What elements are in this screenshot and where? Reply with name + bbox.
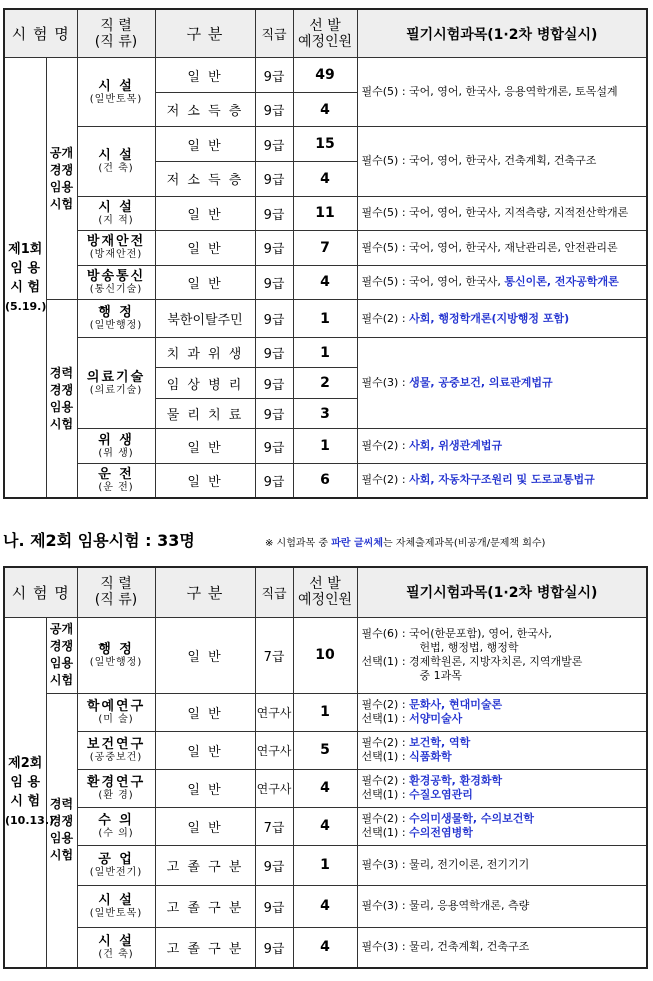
col-exam-name: 시 험 명 bbox=[4, 567, 77, 617]
series-cell: 시 설 (건 축) bbox=[77, 927, 155, 968]
subjects-cell: 필수(2) : 문화사, 현대미술론 선택(1) : 서양미술사 bbox=[357, 693, 647, 731]
exam-type-open: 공개 경쟁 임용 시험 bbox=[46, 617, 77, 693]
subjects-cell: 필수(5) : 국어, 영어, 한국사, 재난관리론, 안전관리론 bbox=[357, 231, 647, 266]
series-cell: 의료기술 (의료기술) bbox=[77, 337, 155, 428]
subjects-cell: 필수(2) : 사회, 위생관계법규 bbox=[357, 429, 647, 464]
table-row bbox=[4, 231, 647, 266]
count-cell: 5 bbox=[293, 731, 357, 769]
subjects-cell: 필수(5) : 국어, 영어, 한국사, 지적측량, 지적전산학개론 bbox=[357, 196, 647, 231]
exam-table-2 bbox=[3, 566, 648, 969]
gubun-cell: 고 졸 구 분 bbox=[155, 845, 255, 885]
count-cell: 1 bbox=[293, 337, 357, 367]
table-row bbox=[4, 845, 647, 885]
count-cell: 4 bbox=[293, 885, 357, 927]
table-header-row bbox=[4, 9, 647, 58]
gubun-cell: 일 반 bbox=[155, 807, 255, 845]
grade-cell: 9급 bbox=[255, 429, 293, 464]
table-row bbox=[4, 927, 647, 968]
table-row bbox=[4, 617, 647, 693]
subjects-cell: 필수(2) : 사회, 자동차구조원리 및 도로교통법규 bbox=[357, 463, 647, 498]
grade-cell: 9급 bbox=[255, 463, 293, 498]
series-cell: 운 전 (운 전) bbox=[77, 463, 155, 498]
exam-round-cell: 제1회 임 용 시 험 (5.19.) bbox=[4, 58, 46, 498]
count-cell: 4 bbox=[293, 927, 357, 968]
col-grade: 직급 bbox=[255, 9, 293, 58]
grade-cell: 9급 bbox=[255, 398, 293, 428]
count-cell: 15 bbox=[293, 127, 357, 162]
gubun-cell: 고 졸 구 분 bbox=[155, 927, 255, 968]
grade-cell: 9급 bbox=[255, 845, 293, 885]
col-grade: 직급 bbox=[255, 567, 293, 617]
table-row bbox=[4, 265, 647, 300]
series-cell: 방재안전 (방재안전) bbox=[77, 231, 155, 266]
exam-type-career: 경력 경쟁 임용 시험 bbox=[46, 300, 77, 498]
col-series: 직 렬 (직 류) bbox=[77, 567, 155, 617]
gubun-cell: 일 반 bbox=[155, 731, 255, 769]
grade-cell: 9급 bbox=[255, 885, 293, 927]
col-gubun: 구 분 bbox=[155, 567, 255, 617]
gubun-cell: 일 반 bbox=[155, 58, 255, 93]
grade-cell: 9급 bbox=[255, 300, 293, 338]
series-cell: 수 의 (수 의) bbox=[77, 807, 155, 845]
count-cell: 1 bbox=[293, 693, 357, 731]
gubun-cell: 물 리 치 료 bbox=[155, 398, 255, 428]
gubun-cell: 저 소 득 층 bbox=[155, 161, 255, 196]
gubun-cell: 일 반 bbox=[155, 617, 255, 693]
grade-cell: 9급 bbox=[255, 127, 293, 162]
series-cell: 행 정 (일반행정) bbox=[77, 300, 155, 338]
subjects-cell: 필수(5) : 국어, 영어, 한국사, 통신이론, 전자공학개론 bbox=[357, 265, 647, 300]
table-row bbox=[4, 885, 647, 927]
count-cell: 6 bbox=[293, 463, 357, 498]
table-row bbox=[4, 196, 647, 231]
count-cell: 4 bbox=[293, 265, 357, 300]
table-row bbox=[4, 127, 647, 162]
table-row bbox=[4, 337, 647, 367]
count-cell: 10 bbox=[293, 617, 357, 693]
subjects-cell: 필수(2) : 사회, 행정학개론(지방행정 포함) bbox=[357, 300, 647, 338]
grade-cell: 9급 bbox=[255, 92, 293, 127]
series-cell: 공 업 (일반전기) bbox=[77, 845, 155, 885]
table-row bbox=[4, 769, 647, 807]
subjects-cell: 필수(5) : 국어, 영어, 한국사, 건축계획, 건축구조 bbox=[357, 127, 647, 196]
exam-type-career: 경력 경쟁 임용 시험 bbox=[46, 693, 77, 968]
gubun-cell: 일 반 bbox=[155, 231, 255, 266]
series-cell: 행 정 (일반행정) bbox=[77, 617, 155, 693]
exam-type-open: 공개 경쟁 임용 시험 bbox=[46, 58, 77, 300]
subjects-cell: 필수(3) : 물리, 전기이론, 전기기기 bbox=[357, 845, 647, 885]
subjects-cell: 필수(6) : 국어(한문포함), 영어, 한국사, 헌법, 행정법, 행정학 선택(1) : 경제학원론, 지방자치론, 지역개발론 중 1과목 bbox=[357, 617, 647, 693]
count-cell: 4 bbox=[293, 92, 357, 127]
series-cell: 환경연구 (환 경) bbox=[77, 769, 155, 807]
table-header-row bbox=[4, 567, 647, 617]
series-cell: 시 설 (일반토목) bbox=[77, 58, 155, 127]
table-row bbox=[4, 807, 647, 845]
gubun-cell: 일 반 bbox=[155, 429, 255, 464]
gubun-cell: 고 졸 구 분 bbox=[155, 885, 255, 927]
grade-cell: 7급 bbox=[255, 617, 293, 693]
section2-note: ※ 시험과목 중 파란 글씨체는 자체출제과목(비공개/문제책 회수) bbox=[265, 538, 546, 549]
gubun-cell: 임 상 병 리 bbox=[155, 368, 255, 398]
count-cell: 4 bbox=[293, 769, 357, 807]
grade-cell: 9급 bbox=[255, 196, 293, 231]
subjects-cell: 필수(2) : 환경공학, 환경화학 선택(1) : 수질오염관리 bbox=[357, 769, 647, 807]
exam-round-cell: 제2회 임 용 시 험 (10.13.) bbox=[4, 617, 46, 968]
subjects-cell: 필수(5) : 국어, 영어, 한국사, 응용역학개론, 토목설계 bbox=[357, 58, 647, 127]
gubun-cell: 일 반 bbox=[155, 265, 255, 300]
grade-cell: 9급 bbox=[255, 231, 293, 266]
col-selection: 선 발 예정인원 bbox=[293, 567, 357, 617]
grade-cell: 9급 bbox=[255, 265, 293, 300]
col-subjects: 필기시험과목(1·2차 병합실시) bbox=[357, 9, 647, 58]
table-row bbox=[4, 731, 647, 769]
subjects-cell: 필수(2) : 수의미생물학, 수의보건학 선택(1) : 수의전염병학 bbox=[357, 807, 647, 845]
gubun-cell: 일 반 bbox=[155, 769, 255, 807]
table-row bbox=[4, 300, 647, 338]
subjects-cell: 필수(3) : 물리, 응용역학개론, 측량 bbox=[357, 885, 647, 927]
subjects-cell: 필수(3) : 생물, 공중보건, 의료관계법규 bbox=[357, 337, 647, 428]
gubun-cell: 일 반 bbox=[155, 127, 255, 162]
grade-cell: 연구사 bbox=[255, 769, 293, 807]
col-subjects: 필기시험과목(1·2차 병합실시) bbox=[357, 567, 647, 617]
subjects-cell: 필수(2) : 보건학, 역학 선택(1) : 식품화학 bbox=[357, 731, 647, 769]
exam-table-1 bbox=[3, 8, 648, 499]
grade-cell: 9급 bbox=[255, 58, 293, 93]
count-cell: 2 bbox=[293, 368, 357, 398]
section2-title: 나. 제2회 임용시험 : 33명 bbox=[3, 531, 195, 550]
grade-cell: 9급 bbox=[255, 337, 293, 367]
gubun-cell: 치 과 위 생 bbox=[155, 337, 255, 367]
gubun-cell: 일 반 bbox=[155, 463, 255, 498]
gubun-cell: 일 반 bbox=[155, 196, 255, 231]
count-cell: 1 bbox=[293, 845, 357, 885]
series-cell: 학예연구 (미 술) bbox=[77, 693, 155, 731]
count-cell: 49 bbox=[293, 58, 357, 93]
grade-cell: 연구사 bbox=[255, 731, 293, 769]
gubun-cell: 일 반 bbox=[155, 693, 255, 731]
table-row bbox=[4, 58, 647, 93]
col-exam-name: 시 험 명 bbox=[4, 9, 77, 58]
series-cell: 시 설 (건 축) bbox=[77, 127, 155, 196]
grade-cell: 9급 bbox=[255, 927, 293, 968]
series-cell: 보건연구 (공중보건) bbox=[77, 731, 155, 769]
subjects-cell: 필수(3) : 물리, 건축계획, 건축구조 bbox=[357, 927, 647, 968]
grade-cell: 연구사 bbox=[255, 693, 293, 731]
col-gubun: 구 분 bbox=[155, 9, 255, 58]
table-row bbox=[4, 693, 647, 731]
count-cell: 7 bbox=[293, 231, 357, 266]
count-cell: 4 bbox=[293, 807, 357, 845]
series-cell: 방송통신 (통신기술) bbox=[77, 265, 155, 300]
grade-cell: 7급 bbox=[255, 807, 293, 845]
col-selection: 선 발 예정인원 bbox=[293, 9, 357, 58]
count-cell: 3 bbox=[293, 398, 357, 428]
col-series: 직 렬 (직 류) bbox=[77, 9, 155, 58]
gubun-cell: 북한이탈주민 bbox=[155, 300, 255, 338]
grade-cell: 9급 bbox=[255, 161, 293, 196]
count-cell: 11 bbox=[293, 196, 357, 231]
gubun-cell: 저 소 득 층 bbox=[155, 92, 255, 127]
table-row bbox=[4, 429, 647, 464]
series-cell: 위 생 (위 생) bbox=[77, 429, 155, 464]
count-cell: 1 bbox=[293, 429, 357, 464]
table-row bbox=[4, 463, 647, 498]
series-cell: 시 설 (일반토목) bbox=[77, 885, 155, 927]
count-cell: 4 bbox=[293, 161, 357, 196]
series-cell: 시 설 (지 적) bbox=[77, 196, 155, 231]
count-cell: 1 bbox=[293, 300, 357, 338]
grade-cell: 9급 bbox=[255, 368, 293, 398]
